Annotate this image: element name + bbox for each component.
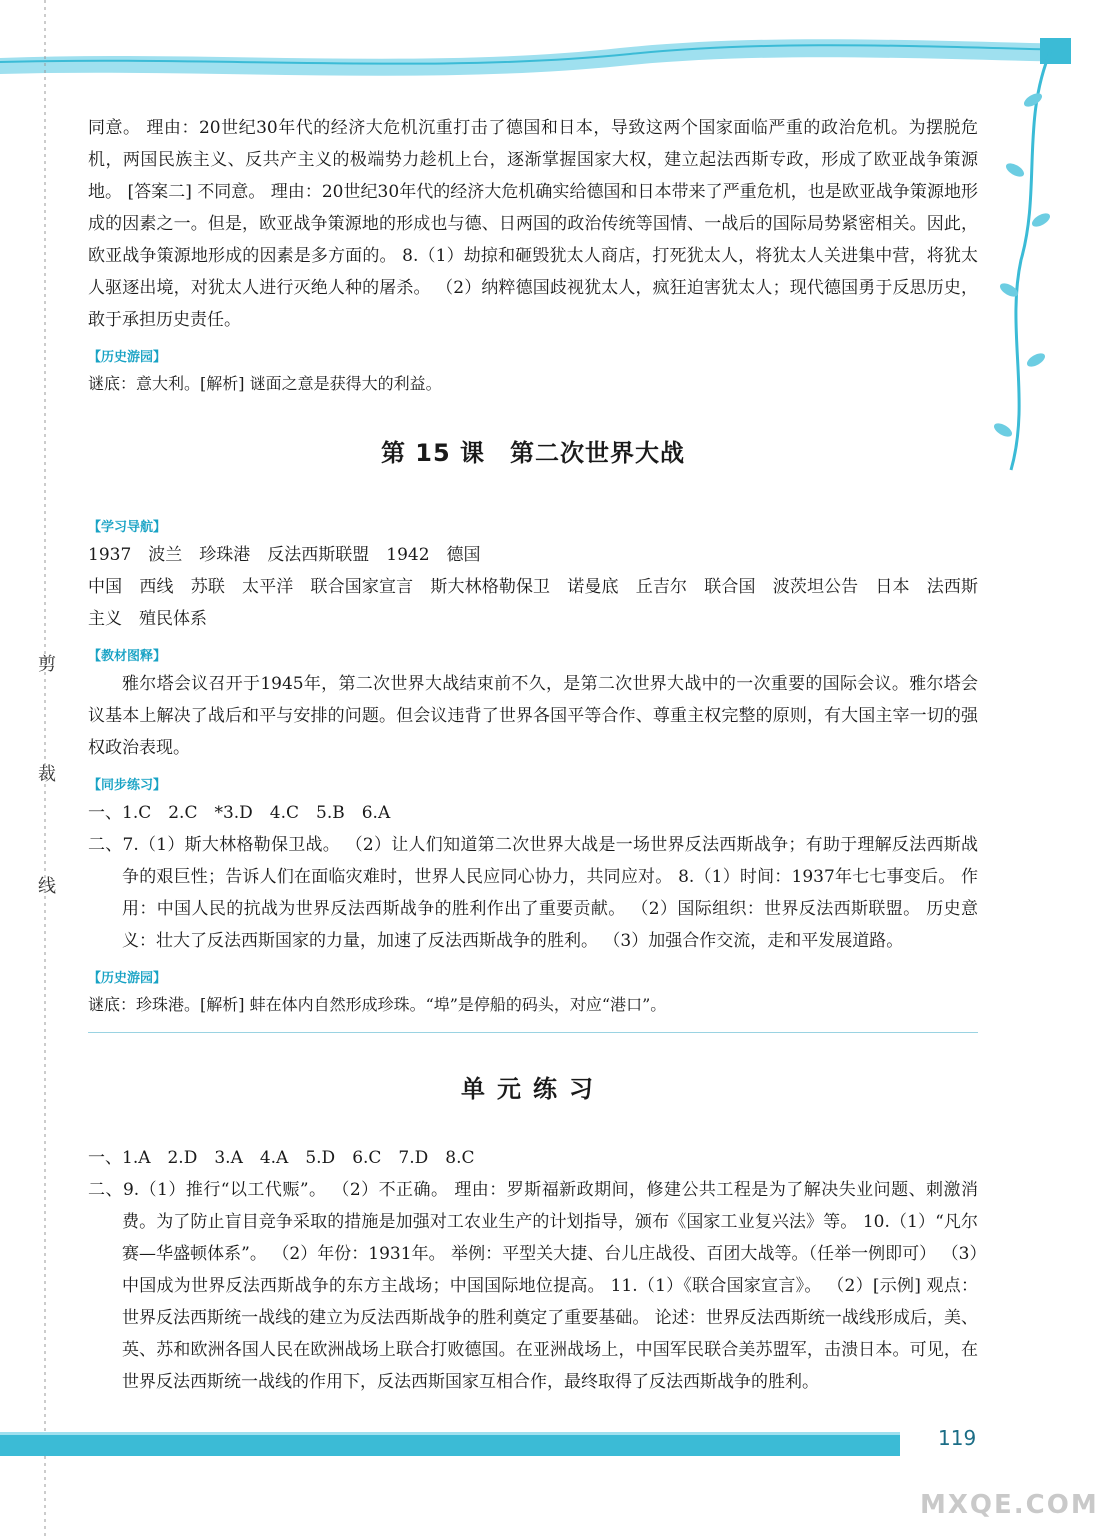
guide-line-1: 1937 波兰 珍珠港 反法西斯联盟 1942 德国 [88, 545, 481, 565]
section-divider [88, 1032, 978, 1033]
textbook-text: 雅尔塔会议召开于1945年，第二次世界大战结束前不久，是第二次世界大战中的一次重要的国际会议。雅尔塔会议基本上解决了战后和平与安排的问题。但会议违背了世界各国平等合作、尊重主权完整的原则，有大国主宰一切的强权政治表现。 [88, 674, 978, 758]
lesson-title: 第 15 课 第二次世界大战 [380, 439, 686, 467]
section-tag-garden-top: 【历史游园】 [88, 350, 167, 365]
practice-answers-one: 一、1.C 2.C *3.D 4.C 5.B 6.A [88, 803, 391, 823]
section-tag-guide: 【学习导航】 [88, 520, 167, 535]
unit-answers-two: 二、9.（1）推行“以工代赈”。 （2）不正确。 理由：罗斯福新政期间，修建公共工程是为了解决失业问题、刺激消费。为了防止盲目竞争采取的措施是加强对工农业生产的计划指导，颁布《国家工业复兴法》等。 10.（1）“凡尔赛—华盛顿体系”。 （2）年份：1931年。 举例：平型关大捷、台儿庄战役、百团大战等。（任举一例即可） （3）中国成为世界反法西斯战争的东方主战场；中国国际地位提高。 11.（1）《联合国家宣言》。 （2）[示例] 观点：世界反法西斯统一战线的建立为反法西斯战争的胜利奠定了重要基础。 论述：世界反法西斯统一战线形成后，美、英、苏和欧洲各国人民在欧洲战场上联合打败德国。在亚洲战场上，中国军民联合美苏盟军，击溃日本。可见，在世界反法西斯统一战线的作用下，反法西斯国家互相合作，最终取得了反法西斯战争的胜利。 [88, 1180, 978, 1392]
lesson-riddle: 谜底：珍珠港。[解析] 蚌在体内自然形成珍珠。“埠”是停船的码头，对应“港口”。 [88, 995, 667, 1014]
unit-answers-one: 一、1.A 2.D 3.A 4.A 5.D 6.C 7.D 8.C [88, 1148, 475, 1168]
bottom-band [0, 1430, 900, 1460]
page-content [88, 112, 978, 1398]
guide-line-2: 中国 西线 苏联 太平洋 联合国家宣言 斯大林格勒保卫 诺曼底 丘吉尔 联合国 波茨坦公告 日本 法西斯主义 殖民体系 [88, 577, 978, 629]
practice-answers-two: 二、7.（1）斯大林格勒保卫战。 （2）让人们知道第二次世界大战是一场世界反法西斯战争；有助于理解反法西斯战争的艰巨性；告诉人们在面临灾难时，世界人民应同心协力，共同应对。 8.（1）时间：1937年七七事变后。 作用：中国人民的抗战为世界反法西斯战争的胜利作出了重要贡献。 （2）国际组织：世界反法西斯联盟。 历史意义：壮大了反法西斯国家的力量，加速了反法西斯战争的胜利。 （3）加强合作交流，走和平发展道路。 [88, 835, 978, 951]
top-paragraph: 同意。 理由：20世纪30年代的经济大危机沉重打击了德国和日本，导致这两个国家面临严重的政治危机。为摆脱危机，两国民族主义、反共产主义的极端势力趁机上台，逐渐掌握国家大权，建立起法西斯专政，形成了欧亚战争策源地。 [答案二] 不同意。 理由：20世纪30年代的经济大危机确实给德国和日本带来了严重危机，也是欧亚战争策源地形成的因素之一。但是，欧亚战争策源地的形成也与德、日两国的政治传统等国情、一战后的国际局势紧密相关。因此，欧亚战争策源地形成的因素是多方面的。 8.（1）劫掠和砸毁犹太人商店，打死犹太人，将犹太人关进集中营，将犹太人驱逐出境，对犹太人进行灭绝人种的屠杀。 （2）纳粹德国歧视犹太人，疯狂迫害犹太人；现代德国勇于反思历史，敢于承担历史责任。 [88, 118, 978, 330]
top-banner [0, 0, 1071, 100]
watermark: MXQE.COM [920, 1490, 1099, 1520]
cut-char-2: 裁 [38, 764, 56, 785]
cut-char-1: 剪 [38, 654, 56, 675]
unit-title: 单元练习 [461, 1075, 605, 1103]
page-number: 119 [938, 1426, 977, 1450]
vine-decoration [981, 40, 1071, 480]
cut-char-3: 线 [38, 876, 56, 897]
section-tag-textbook: 【教材图释】 [88, 649, 167, 664]
section-tag-garden: 【历史游园】 [88, 971, 167, 986]
section-tag-practice: 【同步练习】 [88, 778, 167, 793]
top-riddle: 谜底：意大利。[解析] 谜面之意是获得大的利益。 [88, 374, 442, 393]
